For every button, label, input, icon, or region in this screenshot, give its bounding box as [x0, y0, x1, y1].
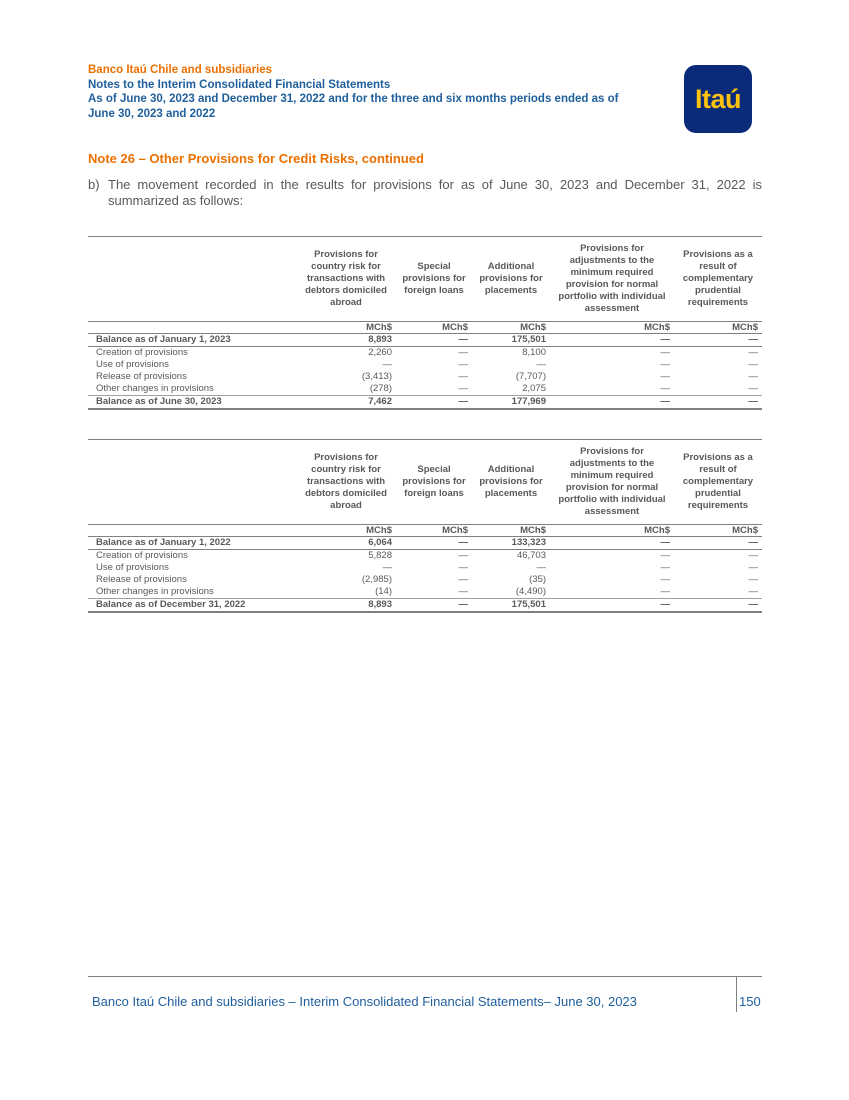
cell-value: 2,260 — [368, 347, 392, 358]
cell-value: — — [536, 562, 546, 573]
unit-label: MCh$ — [674, 525, 762, 537]
cell-value: — — [660, 347, 670, 358]
cell-value: (35) — [529, 574, 546, 585]
cell-value: — — [660, 562, 670, 573]
cell-value: 175,501 — [472, 334, 550, 347]
unit-label: MCh$ — [550, 322, 674, 334]
column-header: Provisions as a result of complementary prudential requirements — [674, 237, 762, 322]
cell-value: (7,707) — [515, 371, 546, 382]
cell-value: 133,323 — [472, 537, 550, 550]
table-row — [88, 537, 762, 550]
cell-value: 8,893 — [296, 334, 396, 347]
table-row — [88, 334, 762, 347]
cell-value: — — [748, 562, 758, 573]
cell-value: — — [550, 334, 674, 347]
cell-value: — — [458, 347, 468, 358]
provisions-table-2022 — [88, 439, 762, 613]
cell-value: — — [660, 574, 670, 585]
itau-logo — [684, 65, 752, 133]
cell-value: — — [458, 550, 468, 561]
unit-blank — [88, 525, 296, 537]
company-name: Banco Itaú Chile and subsidiaries — [88, 64, 273, 76]
page-number: 150 — [739, 994, 761, 1009]
label-column-header — [88, 237, 296, 322]
cell-value: — — [660, 371, 670, 382]
row-label: Creation of provisions — [96, 550, 188, 561]
column-header: Provisions for adjustments to the minimum required provision for normal portfolio with individual assessment — [550, 237, 674, 322]
unit-label: MCh$ — [396, 322, 472, 334]
header-line-3: June 30, 2023 and 2022 — [88, 107, 216, 120]
column-header: Provisions for adjustments to the minimum required provision for normal portfolio with individual assessment — [550, 440, 674, 525]
footer-page-divider — [736, 976, 737, 1012]
provisions-table-2023 — [88, 236, 762, 410]
row-label: Release of provisions — [96, 371, 187, 382]
label-column-header — [88, 440, 296, 525]
unit-label: MCh$ — [550, 525, 674, 537]
cell-value: 2,075 — [472, 383, 550, 396]
cell-value: — — [674, 383, 762, 396]
cell-value: 5,828 — [368, 550, 392, 561]
table-row — [88, 550, 762, 563]
cell-value: — — [536, 359, 546, 370]
cell-value: — — [396, 599, 472, 613]
column-header: Provisions for country risk for transactions with debtors domiciled abroad — [296, 440, 396, 525]
row-label: Other changes in provisions — [88, 586, 296, 599]
cell-value: — — [382, 562, 392, 573]
cell-value: 46,703 — [516, 550, 546, 561]
row-label: Balance as of January 1, 2022 — [88, 537, 296, 550]
column-header: Special provisions for foreign loans — [396, 237, 472, 322]
header-line-1: Notes to the Interim Consolidated Financial Statements — [88, 78, 391, 91]
cell-value: — — [458, 562, 468, 573]
cell-value: — — [748, 359, 758, 370]
table-row — [88, 574, 762, 586]
column-header: Provisions for country risk for transactions with debtors domiciled abroad — [296, 237, 396, 322]
cell-value: — — [660, 550, 670, 561]
unit-label: MCh$ — [472, 322, 550, 334]
footer-text: Banco Itaú Chile and subsidiaries – Interim Consolidated Financial Statements– June 30, 2023 — [92, 994, 637, 1009]
cell-value: — — [550, 383, 674, 396]
column-header: Additional provisions for placements — [472, 440, 550, 525]
row-label: Balance as of December 31, 2022 — [88, 599, 296, 613]
cell-value: — — [396, 537, 472, 550]
cell-value: — — [458, 371, 468, 382]
table-row — [88, 586, 762, 599]
cell-value: — — [674, 396, 762, 410]
note-title: Note 26 – Other Provisions for Credit Risks, continued — [88, 151, 424, 166]
cell-value: — — [674, 537, 762, 550]
cell-value: — — [550, 537, 674, 550]
cell-value: — — [550, 599, 674, 613]
row-label: Creation of provisions — [96, 347, 188, 358]
cell-value: — — [674, 599, 762, 613]
cell-value: — — [550, 586, 674, 599]
column-header: Provisions as a result of complementary prudential requirements — [674, 440, 762, 525]
cell-value: (14) — [296, 586, 396, 599]
header-line-2: As of June 30, 2023 and December 31, 2022 and for the three and six months periods ended as of — [88, 93, 619, 105]
row-label: Use of provisions — [96, 562, 169, 573]
cell-value: — — [396, 383, 472, 396]
cell-value: 175,501 — [472, 599, 550, 613]
table-row — [88, 359, 762, 371]
cell-value: (278) — [296, 383, 396, 396]
footer-divider — [88, 976, 762, 977]
cell-value: 8,100 — [522, 347, 546, 358]
cell-value: — — [748, 550, 758, 561]
row-label: Balance as of June 30, 2023 — [88, 396, 296, 410]
cell-value: — — [748, 371, 758, 382]
cell-value: (2,985) — [361, 574, 392, 585]
table-row-total — [88, 599, 762, 613]
row-label: Other changes in provisions — [88, 383, 296, 396]
unit-blank — [88, 322, 296, 334]
cell-value: — — [674, 334, 762, 347]
table-row — [88, 383, 762, 396]
cell-value: 177,969 — [472, 396, 550, 410]
unit-label: MCh$ — [674, 322, 762, 334]
row-label: Release of provisions — [96, 574, 187, 585]
column-header: Special provisions for foreign loans — [396, 440, 472, 525]
cell-value: 7,462 — [296, 396, 396, 410]
cell-value: — — [674, 586, 762, 599]
cell-value: (4,490) — [472, 586, 550, 599]
cell-value: — — [458, 574, 468, 585]
cell-value: — — [748, 347, 758, 358]
table-row — [88, 371, 762, 383]
paragraph-text: The movement recorded in the results for provisions for as of June 30, 2023 and December 31, 2022 is summarized as follows: — [108, 177, 762, 208]
unit-label: MCh$ — [472, 525, 550, 537]
cell-value: — — [382, 359, 392, 370]
cell-value: — — [458, 359, 468, 370]
cell-value: — — [396, 396, 472, 410]
intro-paragraph — [88, 177, 762, 209]
cell-value: 6,064 — [296, 537, 396, 550]
unit-label: MCh$ — [396, 525, 472, 537]
cell-value: — — [748, 574, 758, 585]
column-header: Additional provisions for placements — [472, 237, 550, 322]
table-row — [88, 562, 762, 574]
cell-value: 8,893 — [296, 599, 396, 613]
table-row — [88, 347, 762, 360]
table-row-total — [88, 396, 762, 410]
row-label: Balance as of January 1, 2023 — [88, 334, 296, 347]
row-label: Use of provisions — [96, 359, 169, 370]
document-header — [88, 63, 678, 121]
paragraph-marker: b) — [88, 177, 100, 192]
cell-value: — — [396, 586, 472, 599]
cell-value: — — [396, 334, 472, 347]
cell-value: — — [550, 396, 674, 410]
unit-label: MCh$ — [296, 322, 396, 334]
unit-label: MCh$ — [296, 525, 396, 537]
cell-value: (3,413) — [361, 371, 392, 382]
cell-value: — — [660, 359, 670, 370]
logo-text: Itaú — [694, 83, 741, 114]
